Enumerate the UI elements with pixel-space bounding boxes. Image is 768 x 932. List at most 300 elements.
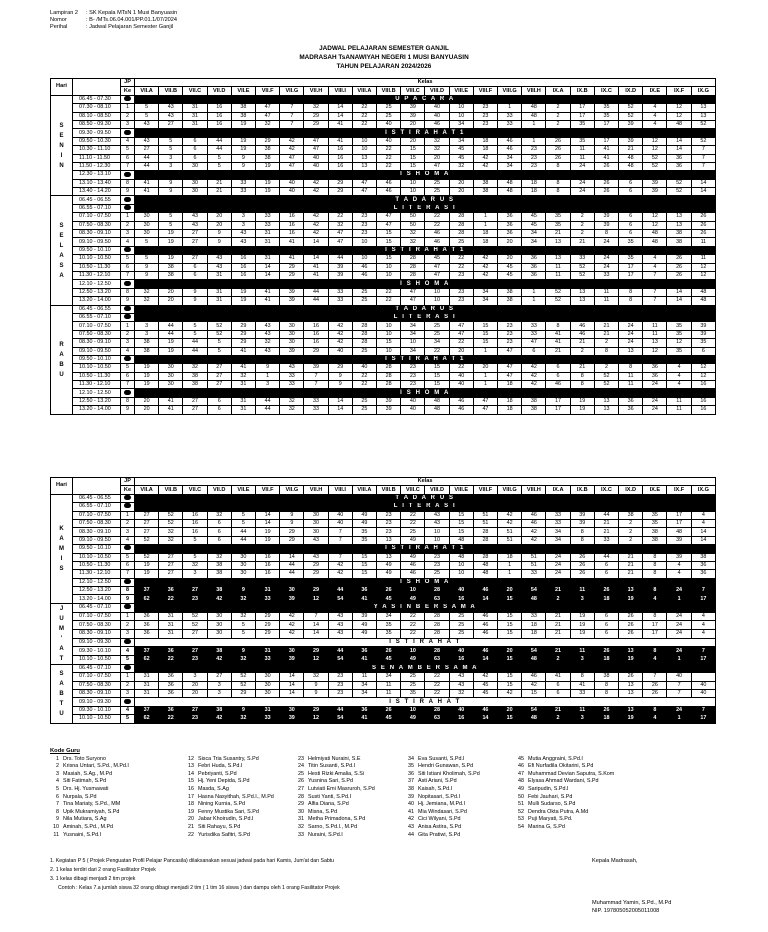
ke-header: Ke — [121, 87, 135, 95]
teacher-code-cell: 40 — [352, 364, 376, 372]
teacher-code: 42 — [408, 816, 414, 823]
kelas-header: Kelas — [135, 478, 716, 486]
day-label — [51, 603, 73, 664]
teacher-item — [295, 794, 401, 802]
teacher-code-cell: 46 — [498, 137, 522, 145]
teacher-code-cell: 35 — [570, 137, 594, 145]
teacher-code-cell: 43 — [183, 213, 207, 221]
schedule-row — [51, 330, 716, 338]
teacher-code-cell: 10 — [377, 271, 401, 279]
jp-number: 8 — [121, 179, 135, 187]
teacher-code: 49 — [518, 785, 524, 792]
class-header: IX.B — [570, 87, 594, 95]
teacher-item — [295, 756, 401, 764]
teacher-code-cell: 44 — [207, 137, 231, 145]
teacher-item — [185, 756, 291, 764]
teacher-code-cell: 32 — [231, 612, 255, 621]
teacher-code-cell: 38 — [159, 263, 183, 271]
teacher-code-cell: 31 — [256, 238, 280, 246]
teacher-code-cell: 14 — [473, 595, 497, 603]
class-header: IX.C — [594, 87, 618, 95]
clock-icon — [124, 545, 131, 550]
teacher-code-cell: 32 — [256, 120, 280, 128]
teacher-code-cell: 41 — [304, 271, 328, 279]
teacher-code-cell: 38 — [619, 511, 643, 519]
teacher-code-cell: 32 — [449, 162, 473, 170]
teacher-code-cell: 32 — [401, 238, 425, 246]
teacher-code-cell: 26 — [570, 553, 594, 561]
teacher-code-cell: 32 — [231, 656, 255, 665]
time-header — [73, 478, 121, 495]
teacher-code-cell: 28 — [425, 706, 449, 714]
teacher-code-cell: 31 — [256, 587, 280, 595]
teacher-code: 48 — [518, 778, 524, 785]
teacher-code-cell: 11 — [667, 406, 691, 414]
teacher-code-cell: 22 — [352, 372, 376, 380]
teacher-name: Fenny Mustika Sari, S.Pd — [198, 808, 259, 815]
teacher-code-cell: 42 — [473, 162, 497, 170]
teacher-code-cell: 39 — [401, 104, 425, 112]
teacher-code-cell: 33 — [231, 188, 255, 196]
teacher-code-cell: 16 — [280, 221, 304, 229]
teacher-code-cell: 15 — [498, 621, 522, 630]
class-header: VIII.G — [498, 87, 522, 95]
teacher-code-cell: 39 — [643, 179, 667, 187]
teacher-code-cell: 29 — [231, 322, 255, 330]
signer-name: Muhammad Yamin, S.Pd., M.Pd — [592, 900, 672, 906]
teacher-code-cell: 38 — [207, 587, 231, 595]
teacher-code-cell: 38 — [522, 406, 546, 414]
teacher-code-cell: 36 — [498, 221, 522, 229]
teacher-code-cell: 10 — [401, 587, 425, 595]
teacher-code-cell: 30 — [304, 519, 328, 527]
teacher-name: Hj. Jemiana, M.Pd.I — [418, 801, 466, 808]
jp-number: 8 — [121, 397, 135, 405]
teacher-code-cell: 6 — [207, 519, 231, 527]
clock-icon — [124, 314, 131, 319]
teacher-name: Masiah, S.Ag., M.Pd — [63, 770, 113, 777]
teacher-code-cell: 10 — [401, 339, 425, 347]
teacher-code-cell: 33 — [522, 570, 546, 578]
jp-number: 7 — [121, 162, 135, 170]
teacher-code-cell: 16 — [256, 570, 280, 578]
teacher-code-cell: 38 — [473, 188, 497, 196]
teacher-code-cell: 46 — [546, 381, 570, 389]
jp-number: 9 — [121, 188, 135, 196]
teacher-code-cell: 13 — [570, 297, 594, 305]
clock-icon — [124, 197, 131, 202]
jp-number: 1 — [121, 511, 135, 519]
time-slot: 08.30 - 09.10 — [73, 629, 121, 638]
teacher-code: 29 — [298, 801, 304, 808]
signature-block — [592, 857, 671, 915]
class-header: IX.G — [691, 486, 715, 494]
teacher-code-cell: 52 — [619, 112, 643, 120]
teacher-code-cell: 15 — [377, 255, 401, 263]
teacher-code-cell: 2 — [619, 536, 643, 544]
teacher-item — [185, 801, 291, 809]
teacher-code-cell: 30 — [280, 647, 304, 656]
teacher-code-cell: 25 — [449, 612, 473, 621]
teacher-code-cell: 27 — [183, 587, 207, 595]
teacher-code: 20 — [188, 816, 194, 823]
teacher-code-cell: 29 — [231, 690, 255, 698]
activity-banner: S E N A M B E R S A M A — [135, 664, 716, 672]
teacher-code-cell: 23 — [498, 330, 522, 338]
jp-header: JP — [121, 478, 135, 486]
teacher-code-cell: 51 — [498, 528, 522, 536]
teacher-code-cell: 24 — [546, 561, 570, 569]
clock-icon — [124, 247, 131, 252]
teacher-code-cell: 38 — [522, 397, 546, 405]
teacher-code-cell: 19 — [135, 372, 159, 380]
teacher-item — [405, 801, 511, 809]
header-value: : Jadwal Pelajaran Semester Ganjil — [86, 24, 174, 31]
teacher-code-cell: 62 — [135, 595, 159, 603]
teacher-code-cell: 16 — [231, 255, 255, 263]
teacher-code-cell: 47 — [425, 162, 449, 170]
jp-number: 1 — [121, 213, 135, 221]
schedule-row — [51, 171, 716, 179]
teacher-code-cell: 39 — [691, 330, 715, 338]
teacher-code: 35 — [408, 763, 414, 770]
teacher-code-cell: 6 — [691, 347, 715, 355]
teacher-code-cell: 5 — [231, 629, 255, 638]
teacher-code-cell: 46 — [401, 561, 425, 569]
teacher-code-cell: 31 — [135, 673, 159, 681]
teacher-code-cell: 45 — [425, 255, 449, 263]
teacher-code-cell: 30 — [304, 511, 328, 519]
teacher-code-cell: 33 — [256, 715, 280, 723]
teacher-code-cell: 11 — [643, 330, 667, 338]
teacher-code-cell: 16 — [328, 146, 352, 154]
teacher-code-cell: 14 — [473, 656, 497, 665]
teacher-name: Susti Yanti, S.Pd.I — [308, 793, 351, 800]
teacher-code-cell: 52 — [643, 162, 667, 170]
teacher-code-cell: 45 — [498, 271, 522, 279]
teacher-name: Upik Mukramiyah, S.Pd — [63, 808, 120, 815]
teacher-item — [405, 778, 511, 786]
teacher-code-cell: 26 — [570, 561, 594, 569]
teacher-name: Sisca Tria Susantry, S.Pd — [198, 755, 259, 762]
teacher-code-cell: 36 — [159, 587, 183, 595]
teacher-code-cell: 42 — [328, 322, 352, 330]
clock-icon — [124, 172, 131, 177]
teacher-code-cell: 32 — [401, 230, 425, 238]
teacher-code-cell: 4 — [667, 570, 691, 578]
teacher-code-cell: 41 — [280, 238, 304, 246]
teacher-name: Gita Pratiwi, S.Pd — [418, 831, 461, 838]
teacher-item — [405, 771, 511, 779]
teacher-code-cell: 28 — [449, 221, 473, 229]
jp-number: 9 — [121, 406, 135, 414]
teacher-code-cell: 43 — [256, 347, 280, 355]
teacher-code-cell: 1 — [667, 656, 691, 665]
teacher-code-cell: 12 — [643, 221, 667, 229]
teacher-code-cell: 44 — [328, 647, 352, 656]
time-slot: 11.10 - 11.50 — [73, 154, 121, 162]
teacher-item — [50, 756, 181, 764]
jp-number: 8 — [121, 587, 135, 595]
jp-number — [121, 698, 135, 706]
teacher-code-cell: 22 — [425, 681, 449, 689]
teacher-code-cell: 5 — [135, 104, 159, 112]
teacher-code-cell: 46 — [473, 706, 497, 714]
teacher-code-cell: 10 — [352, 146, 376, 154]
teacher-code-cell: 38 — [159, 271, 183, 279]
teacher-code-cell: 24 — [619, 322, 643, 330]
teacher-code-cell: 23 — [425, 561, 449, 569]
teacher-code-cell: 43 — [256, 330, 280, 338]
teacher-code-cell: 48 — [473, 561, 497, 569]
teacher-code-cell: 21 — [546, 629, 570, 638]
teacher-code-cell: 27 — [183, 397, 207, 405]
teacher-code-cell: 35 — [667, 347, 691, 355]
activity-banner: I S H O M A — [135, 389, 716, 397]
teacher-code-cell: 6 — [546, 690, 570, 698]
teacher-code-cell: 27 — [159, 570, 183, 578]
teacher-code-cell: 19 — [619, 715, 643, 723]
teacher-code-cell: 23 — [473, 104, 497, 112]
teacher-item — [185, 794, 291, 802]
teacher-code-cell: 39 — [401, 112, 425, 120]
teacher-code-cell: 6 — [546, 364, 570, 372]
teacher-code-cell: 41 — [304, 263, 328, 271]
teacher-code-cell: 40 — [328, 347, 352, 355]
jp-number: 6 — [121, 154, 135, 162]
teacher-code-cell: 3 — [207, 690, 231, 698]
teacher-code-cell: 6 — [619, 213, 643, 221]
teacher-code-cell: 52 — [546, 288, 570, 296]
teacher-code-cell: 36 — [159, 647, 183, 656]
time-slot: 07.50 - 08.30 — [73, 621, 121, 630]
teacher-item — [50, 778, 181, 786]
clock-icon — [124, 699, 131, 704]
jp-number: 4 — [121, 347, 135, 355]
teacher-code-cell: 15 — [449, 528, 473, 536]
schedule-row — [51, 196, 716, 204]
teacher-code-cell: 45 — [473, 681, 497, 689]
teacher-code-cell: 42 — [473, 263, 497, 271]
teacher-code-cell: 40 — [328, 519, 352, 527]
jp-number: 6 — [121, 561, 135, 569]
class-header: VII.D — [207, 87, 231, 95]
teacher-code-cell: 4 — [643, 263, 667, 271]
schedule-row — [51, 146, 716, 154]
teacher-code-cell: 12 — [304, 656, 328, 665]
teacher-code: 54 — [518, 823, 524, 830]
teacher-code-cell: 22 — [377, 154, 401, 162]
teacher-code-cell: 7 — [280, 112, 304, 120]
time-header — [73, 79, 121, 96]
teacher-code-cell: 1 — [473, 372, 497, 380]
teacher-code-cell: 35 — [619, 238, 643, 246]
teacher-code-cell: 41 — [328, 137, 352, 145]
teacher-column — [185, 756, 295, 840]
jp-number: 3 — [121, 339, 135, 347]
teacher-name: Anisa Astira, S.Pd — [418, 823, 462, 830]
teacher-code-cell: 7 — [691, 587, 715, 595]
teacher-code-cell: 3 — [159, 162, 183, 170]
teacher-code-cell: 35 — [352, 536, 376, 544]
teacher-code-cell: 9 — [280, 519, 304, 527]
teacher-code-cell: 38 — [643, 528, 667, 536]
teacher-code-cell: 8 — [643, 587, 667, 595]
teacher-code-cell: 21 — [546, 647, 570, 656]
time-slot: 09.50 - 10.10 — [73, 355, 121, 363]
teacher-code-cell: 42 — [304, 188, 328, 196]
teacher-code-cell: 47 — [401, 297, 425, 305]
jp-number: 1 — [121, 612, 135, 621]
teacher-code-cell: 15 — [498, 681, 522, 689]
teacher-code: 13 — [188, 763, 194, 770]
teacher-code-cell: 22 — [352, 381, 376, 389]
teacher-code-cell: 5 — [207, 154, 231, 162]
teacher-code-cell: 44 — [280, 570, 304, 578]
teacher-code-cell: 24 — [546, 553, 570, 561]
teacher-code-cell: 22 — [425, 213, 449, 221]
teacher-code-cell: 22 — [401, 511, 425, 519]
teacher-code-cell: 12 — [691, 263, 715, 271]
teacher-code-cell: 10 — [377, 330, 401, 338]
teacher-code-cell: 26 — [691, 221, 715, 229]
teacher-code-cell: 23 — [183, 715, 207, 723]
teacher-code-cell: 39 — [280, 715, 304, 723]
teacher-code-cell: 42 — [280, 137, 304, 145]
teacher-code-cell: 29 — [328, 179, 352, 187]
teacher-code-cell: 47 — [256, 112, 280, 120]
teacher-code-cell: 12 — [304, 715, 328, 723]
teacher-code-cell: 29 — [304, 570, 328, 578]
schedule-row — [51, 673, 716, 681]
teacher-code-cell: 15 — [352, 570, 376, 578]
teacher-code: 26 — [298, 778, 304, 785]
schedule-row — [51, 288, 716, 296]
teacher-code-cell: 28 — [425, 621, 449, 630]
teacher-code-cell: 22 — [401, 621, 425, 630]
teacher-code-cell: 40 — [691, 690, 715, 698]
time-slot: 12.50 - 13.20 — [73, 288, 121, 296]
teacher-code-cell: 21 — [619, 570, 643, 578]
teacher-item — [405, 794, 511, 802]
teacher-code-cell: 48 — [522, 104, 546, 112]
teacher-code: 5 — [56, 785, 59, 792]
teacher-code-cell: 21 — [546, 706, 570, 714]
teacher-code-cell: 41 — [328, 120, 352, 128]
teacher-code-cell: 3 — [256, 381, 280, 389]
teacher-code-cell: 11 — [643, 322, 667, 330]
teacher-code-cell: 3 — [207, 681, 231, 689]
teacher-code-cell: 48 — [498, 179, 522, 187]
teacher-code-cell: 41 — [231, 347, 255, 355]
schedule-row — [51, 95, 716, 103]
teacher-code-cell: 35 — [667, 330, 691, 338]
time-slot: 07.10 - 07.50 — [73, 673, 121, 681]
teacher-code-cell: 47 — [498, 372, 522, 380]
teacher-code-cell: 51 — [522, 553, 546, 561]
teacher-code-cell: 34 — [401, 347, 425, 355]
time-slot: 10.30 - 11.10 — [73, 146, 121, 154]
teacher-code-cell: 28 — [352, 339, 376, 347]
teacher-name: Yurisdika Safitri, S.Pd — [198, 831, 250, 838]
teacher-code-cell: 9 — [231, 587, 255, 595]
time-slot: 13.10 - 13.40 — [73, 179, 121, 187]
teacher-code-cell: 26 — [691, 230, 715, 238]
teacher-code-cell: 20 — [498, 238, 522, 246]
teacher-code-cell: 33 — [594, 271, 618, 279]
teacher-code-cell: 44 — [183, 347, 207, 355]
teacher-code-cell: 42 — [498, 519, 522, 527]
teacher-code-cell: 28 — [401, 271, 425, 279]
teacher-code-cell: 5 — [135, 112, 159, 120]
teacher-item — [515, 756, 621, 764]
teacher-code-cell: 14 — [256, 271, 280, 279]
teacher-code-cell: 27 — [183, 406, 207, 414]
teacher-code-cell: 44 — [256, 397, 280, 405]
class-header: IX.A — [546, 87, 570, 95]
teacher-code-cell: 10 — [377, 322, 401, 330]
teacher-code-cell: 31 — [183, 120, 207, 128]
class-header: VII.H — [304, 486, 328, 494]
teacher-code-cell: 1 — [473, 213, 497, 221]
teacher-code-cell: 27 — [135, 146, 159, 154]
teacher-code-cell: 25 — [401, 681, 425, 689]
teacher-code-cell: 41 — [159, 397, 183, 405]
teacher-code-cell: 34 — [522, 230, 546, 238]
teacher-code-cell: 17 — [691, 656, 715, 665]
jp-number — [121, 503, 135, 511]
teacher-code-cell: 16 — [207, 112, 231, 120]
teacher-code-cell: 54 — [328, 715, 352, 723]
time-slot: 07.50 - 08.30 — [73, 330, 121, 338]
teacher-code-cell: 34 — [449, 137, 473, 145]
jp-number: 7 — [121, 271, 135, 279]
teacher-code-cell: 40 — [449, 647, 473, 656]
teacher-column — [515, 756, 625, 840]
time-slot: 10.10 - 10.50 — [73, 715, 121, 723]
teacher-code-cell: 14 — [280, 553, 304, 561]
teacher-code-cell: 12 — [667, 339, 691, 347]
teacher-code-cell: 19 — [231, 137, 255, 145]
time-slot: 09.10 - 09.50 — [73, 536, 121, 544]
teacher-code-cell: 40 — [377, 137, 401, 145]
teacher-code-cell: 27 — [159, 553, 183, 561]
teacher-code-cell: 40 — [449, 372, 473, 380]
schedule-row — [51, 162, 716, 170]
time-slot: 06.55 - 07.10 — [73, 204, 121, 212]
teacher-code-cell: 14 — [256, 263, 280, 271]
teacher-code-cell: 41 — [546, 330, 570, 338]
teacher-code-cell: 33 — [546, 519, 570, 527]
teacher-code-cell: 44 — [280, 561, 304, 569]
time-slot: 06.55 - 07.10 — [73, 313, 121, 321]
teacher-code-cell: 31 — [207, 288, 231, 296]
schedule-row — [51, 570, 716, 578]
teacher-code-cell: 52 — [691, 137, 715, 145]
teacher-code-cell: 26 — [619, 673, 643, 681]
teacher-code-cell: 44 — [328, 587, 352, 595]
teacher-code-cell: 8 — [594, 681, 618, 689]
teacher-code-cell: 22 — [449, 263, 473, 271]
teacher-code-cell: 27 — [183, 629, 207, 638]
teacher-code: 32 — [298, 823, 304, 830]
teacher-code-cell: 29 — [304, 561, 328, 569]
teacher-name: Lutviati Emi Masruroh, S.Pd — [308, 785, 375, 792]
teacher-name: Helmiyati Nuraini, S.E — [308, 755, 361, 762]
teacher-code-cell: 24 — [570, 179, 594, 187]
teacher-code-cell: 52 — [546, 297, 570, 305]
teacher-code-cell: 33 — [498, 112, 522, 120]
